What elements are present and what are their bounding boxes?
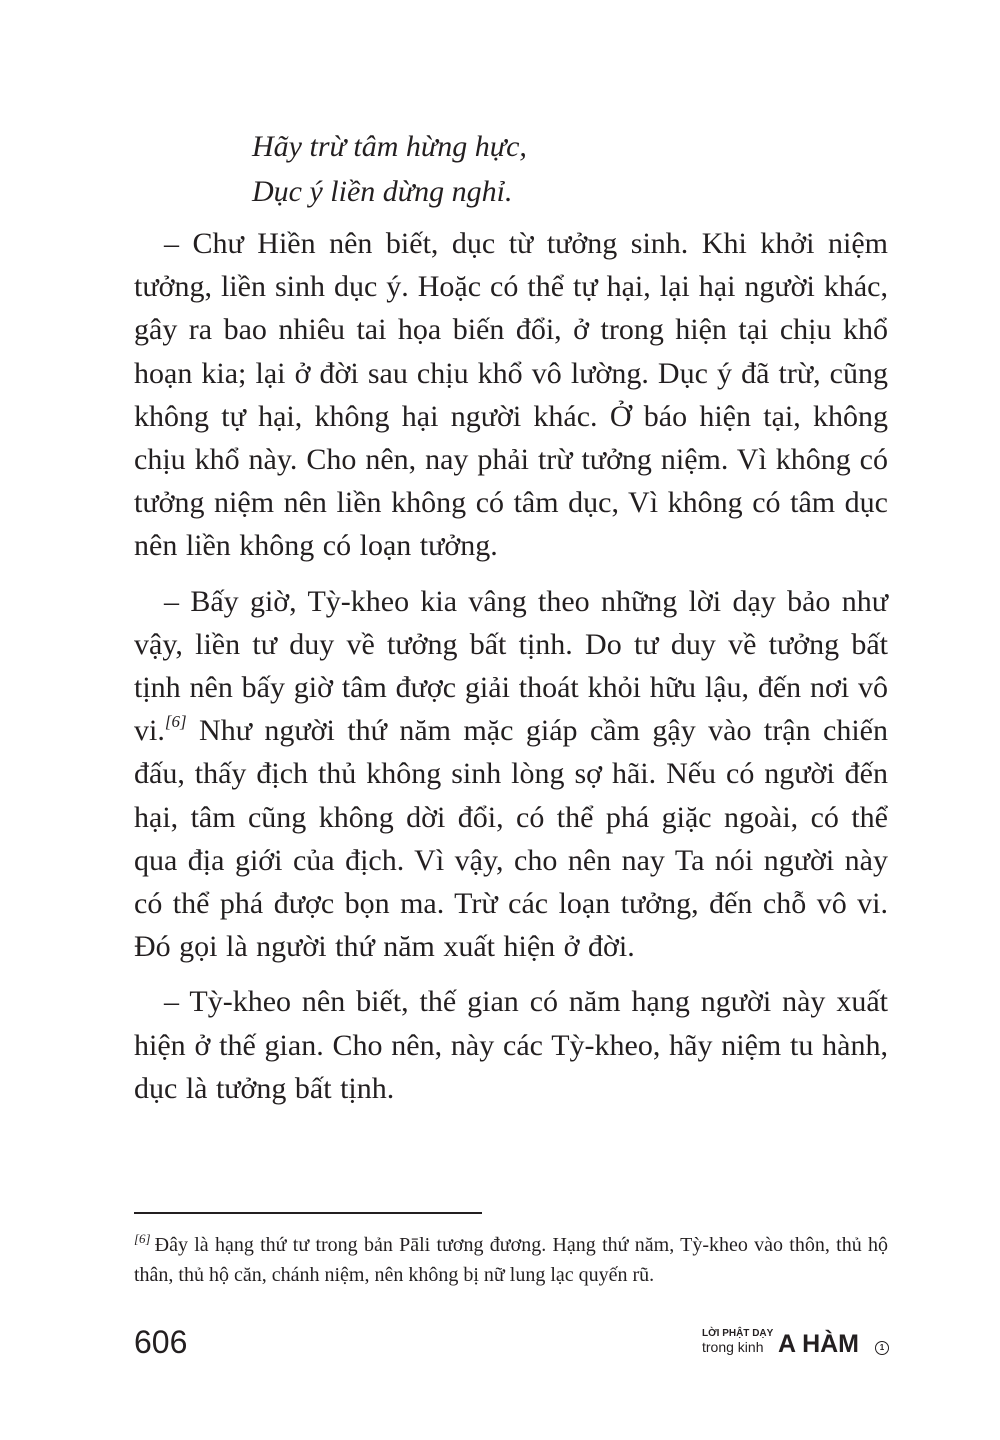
verse-line-1: Hãy trừ tâm hừng hực,: [252, 130, 527, 163]
verse-line-2: Dục ý liền dừng nghỉ.: [252, 175, 513, 208]
paragraph-3: – Tỳ-kheo nên biết, thế gian có năm hạng người này xuất hiện ở thế gian. Cho nên, này các Tỳ-kheo, hãy niệm tu hành, dục là tưởng bất tịnh.: [134, 985, 888, 1105]
paragraph-1: – Chư Hiền nên biết, dục từ tưởng sinh. Khi khởi niệm tưởng, liền sinh dục ý. Hoặc có thể tự hại, lại hại người khác, gây ra bao nhiêu tai họa biến đổi, ở trong hiện tại chịu khổ hoạn kia; lại ở đời sau chịu khổ vô lường. Dục ý đã trừ, cũng không tự hại, không hại người khác. Ở báo hiện tại, không chịu khổ này. Cho nên, nay phải trừ tưởng niệm. Vì không có tưởng niệm nên liền không có tâm dục, Vì không có tâm dục nên liền không có loạn tưởng.: [134, 227, 888, 563]
footnote-marker: [6]: [134, 1231, 151, 1246]
book-title-main: A HÀM: [778, 1330, 860, 1358]
footnote-reference[interactable]: [6]: [164, 712, 187, 732]
book-title-logo: [700, 1326, 890, 1366]
footnote-divider: [134, 1212, 482, 1214]
paragraph-2-text-b: Như người thứ năm mặc giáp cầm gậy vào trận chiến đấu, thấy địch thủ không sinh lòng sợ hãi. Nếu có người đến hại, tâm cũng không dời đổi, có thể phá giặc ngoài, có thể qua địa giới của địch. Vì vậy, cho nên nay Ta nói người này có thể phá được bọn ma. Trừ các loạn tưởng, đến chỗ vô vi. Đó gọi là người thứ năm xuất hiện ở đời.: [134, 714, 888, 964]
footnote-text: Đây là hạng thứ tư trong bản Pāli tương đương. Hạng thứ năm, Tỳ-kheo vào thôn, thủ hộ thân, thủ hộ căn, chánh niệm, nên không bị nữ lung lạc quyến rũ.: [134, 1234, 888, 1286]
paragraph-2-text-a: – Bấy giờ, Tỳ-kheo kia vâng theo những lời dạy bảo như vậy, liền tư duy về tưởng bất tịnh. Do tư duy về tưởng bất tịnh nên bấy giờ tâm được giải thoát khỏi hữu lậu, đến nơi vô vi.: [134, 584, 888, 748]
footnote: [134, 1230, 888, 1290]
volume-badge: 1: [875, 1341, 889, 1355]
body-text: [134, 222, 888, 1122]
book-title-sub: trong kinh: [702, 1339, 764, 1355]
verse: [252, 124, 527, 214]
book-title-top: LỜI PHẬT DẠY: [702, 1328, 774, 1339]
paragraph-2: [134, 580, 888, 969]
page-number: 606: [134, 1324, 188, 1360]
